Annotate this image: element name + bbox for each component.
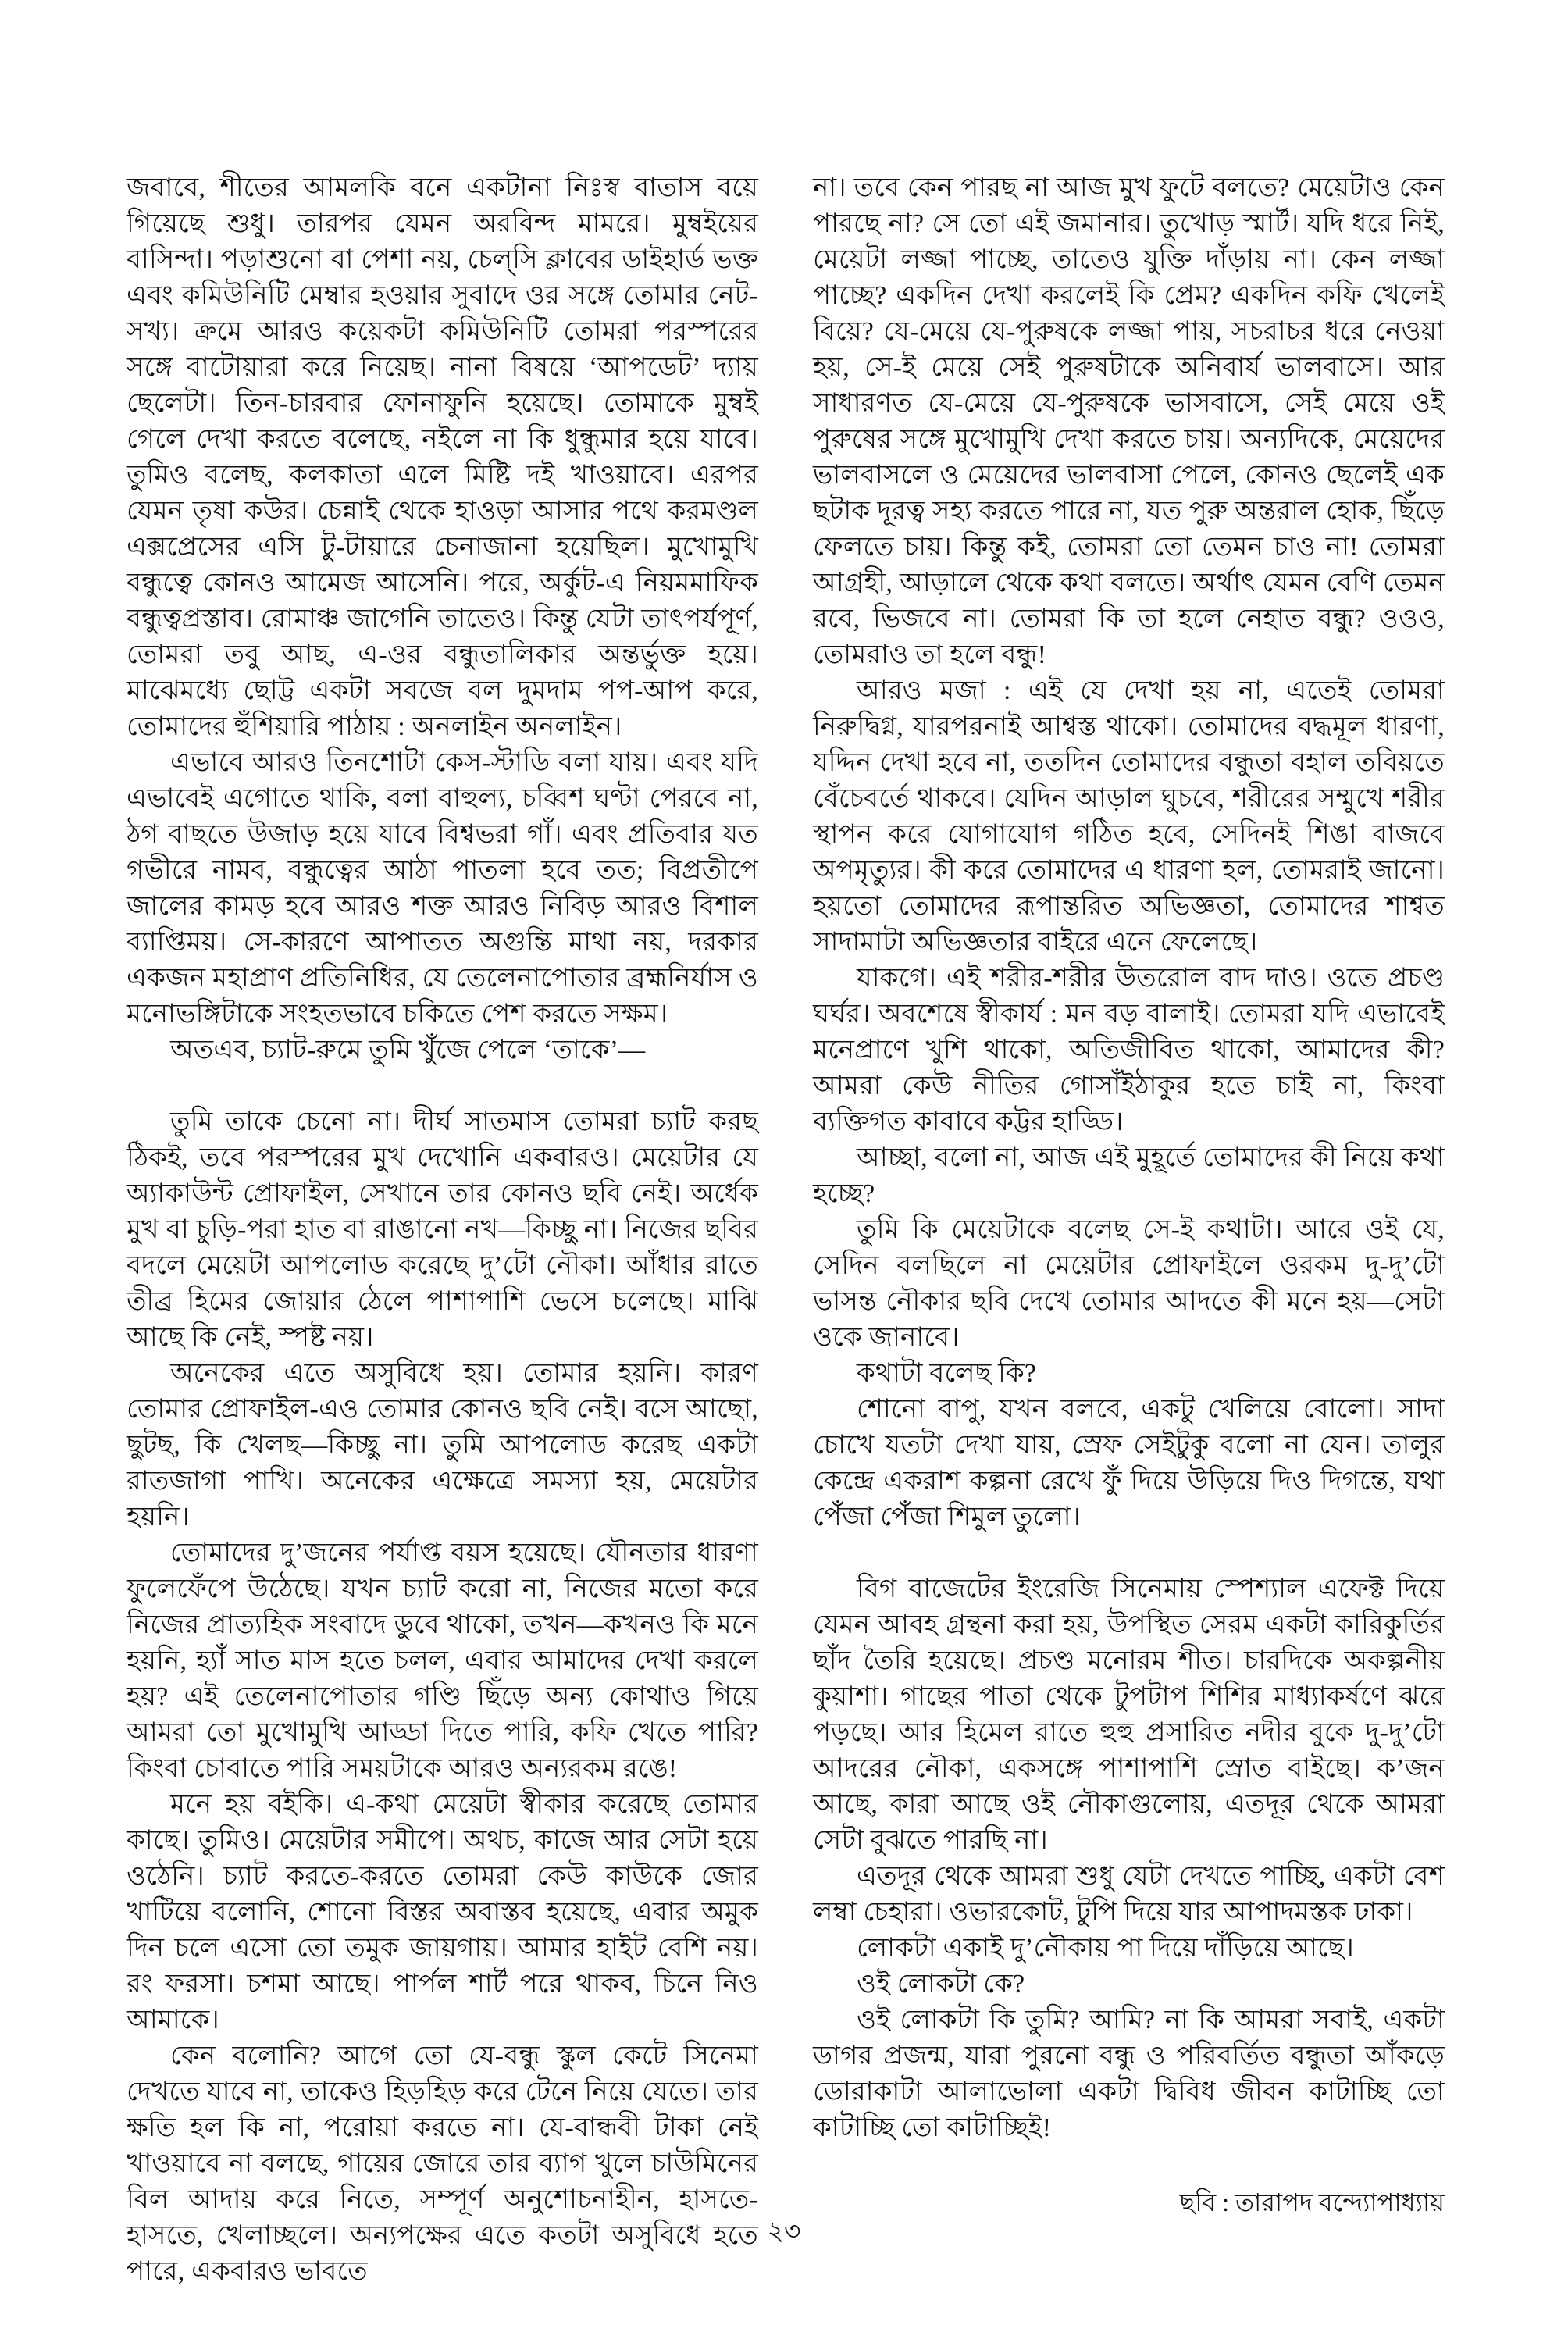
paragraph: ওই লোকটা কি তুমি? আমি? না কি আমরা সবাই, একটা ডাগর প্রজন্ম, যারা পুরনো বন্ধু ও পরিবর্তিত বন্ধুতা আঁকড়ে ডোরাকাটা আলাভোলা একটা দ্বিবিধ জীবন কাটাচ্ছি তো কাটাচ্ছি তো কাটাচ্ছিই! bbox=[813, 2006, 1445, 2142]
paragraph: বিগ বাজেটের ইংরেজি সিনেমায় স্পেশ্যাল এফেক্ট দিয়ে যেমন আবহ গ্রন্থনা করা হয়, উপস্থিত সেরম একটা কারিকুর্তির ছাঁদ তৈরি হয়েছে। প্রচণ্ড মনোরম শীত। চারদিকে অকল্পনীয় কুয়াশা। গাছের পাতা থেকে টুপটাপ শিশির মাধ্যাকর্ষণে ঝরে পড়ছে। আর হিমেল রাতে হুহু প্রসারিত নদীর বুকে দু-দু’টো আদরের নৌকা, একসঙ্গে পাশাপাশি স্রোত বাইছে। ক’জন আছে, কারা আছে ওই নৌকাগুলোয়, এতদূর থেকে আমরা সেটা বুঝতে পারছি না। bbox=[813, 1574, 1445, 1855]
paragraph: আচ্ছা, বলো না, আজ এই মুহূর্তে তোমাদের কী নিয়ে কথা হচ্ছে? bbox=[813, 1143, 1445, 1208]
paragraph: অতএব, চ্যাট-রুমে তুমি খুঁজে পেলে ‘তাকে’— bbox=[170, 1036, 646, 1064]
paragraph: লোকটা একাই দু’নৌকায় পা দিয়ে দাঁড়িয়ে আছে। bbox=[857, 1934, 1354, 1963]
paragraph: জবাবে, শীতের আমলকি বনে একটানা নিঃস্ব বাতাস বয়ে গিয়েছে শুধু। তারপর যেমন অরবিন্দ মামরে। মুম্বইয়ের বাসিন্দা। পড়াশুনো বা পেশা নয়, চেল্‌সি ক্লাবের ডাইহার্ড ভক্ত এবং কমিউনিটি মেম্বার হওয়ার সুবাদে ওর সঙ্গে তোমার নেট-সখ্য। ক্রমে আরও কয়েকটা কমিউনিটি তোমরা পরস্পরের সঙ্গে বাটোয়ারা করে নিয়েছ। নানা বিষয়ে ‘আপডেট’ দ্যায় ছেলেটা। তিন-চারবার ফোনাফুনি হয়েছে। তোমাকে মুম্বই গেলে দেখা করতে বলেছে, নইলে না কি ধুন্ধুমার হয়ে যাবে। তুমিও বলেছ, কলকাতা এলে মিষ্টি দই খাওয়াবে। এরপর যেমন তৃষা কউর। চেন্নাই থেকে হাওড়া আসার পথে করমণ্ডল এক্সপ্রেসের এসি টু-টায়ারে চেনাজানা হয়েছিল। মুখোমুখি বন্ধুত্বে কোনও আমেজ আসেনি। পরে, অর্কুট-এ নিয়মমাফিক বন্ধুত্বপ্রস্তাব। রোমাঞ্চ জাগেনি তাতেও। কিন্তু যেটা তাৎপর্যপূর্ণ, তোমরা তবু আছ, এ-ওর বন্ধুতালিকার অন্তর্ভুক্ত হয়ে। মাঝেমধ্যে ছোট্ট একটা সবজে বল দুমদাম পপ-আপ করে, তোমাদের হুঁশিয়ারি পাঠায় : অনলাইন অনলাইন। bbox=[127, 173, 758, 741]
paragraph: এভাবে আরও তিনশোটা কেস-স্টাডি বলা যায়। এবং যদি এভাবেই এগোতে থাকি, বলা বাহুল্য, চব্বিশ ঘণ্টা পেরবে না, ঠগ বাছতে উজাড় হয়ে যাবে বিশ্বভরা গাঁ। এবং প্রতিবার যত গভীরে নামব, বন্ধুত্বের আঠা পাতলা হবে তত; বিপ্রতীপে জালের কামড় হবে আরও শক্ত আরও নিবিড় আরও বিশাল ব্যাপ্তিময়। সে-কারণে আপাতত অগুন্তি মাথা নয়, দরকার একজন মহাপ্রাণ প্রতিনিধির, যে তেলেনাপোতার ব্রহ্মনির্যাস ও মনোভঙ্গিটাকে সংহতভাবে চকিতে পেশ করতে সক্ষম। bbox=[127, 748, 758, 1029]
paragraph: কথাটা বলেছ কি? bbox=[857, 1359, 1037, 1388]
paragraph: কেন বলোনি? আগে তো যে-বন্ধু স্কুল কেটে সিনেমা দেখতে যাবে না, তাকেও হিড়হিড় করে টেনে নিয়ে যেতে। তার ক্ষতি হল কি না, পরোয়া করতে না। যে-বান্ধবী টাকা নেই খাওয়াবে না বলছে, গায়ের জোরে তার ব্যাগ খুলে চাউমিনের বিল আদায় করে নিতে, সম্পূর্ণ অনুশোচনাহীন, হাসতে-হাসতে, খেলাচ্ছলে। অন্যপক্ষের এতে কতটা অসুবিধে হতে পারে, একবারও ভাবতে bbox=[127, 2042, 758, 2286]
paragraph: না। তবে কেন পারছ না আজ মুখ ফুটে বলতে? মেয়েটাও কেন পারছে না? সে তো এই জমানার। তুখোড় স্মার্ট। যদি ধরে নিই, মেয়েটা লজ্জা পাচ্ছে, তাতেও যুক্তি দাঁড়ায় না। কেন লজ্জা পাচ্ছে? একদিন দেখা করলেই কি প্রেম? একদিন কফি খেলেই বিয়ে? যে-মেয়ে যে-পুরুষকে লজ্জা পায়, সচরাচর ধরে নেওয়া হয়, সে-ই মেয়ে সেই পুরুষটাকে অনিবার্য ভালবাসে। আর সাধারণত যে-মেয়ে যে-পুরুষকে ভাসবাসে, সেই মেয়ে ওই পুরুষের সঙ্গে মুখোমুখি দেখা করতে চায়। অন্যদিকে, মেয়েদের ভালবাসলে ও মেয়েদের ভালবাসা পেলে, কোনও ছেলেই এক ছটাক দূরত্ব সহ্য করতে পারে না, যত পুরু অন্তরাল হোক, ছিঁড়ে ফেলতে চায়। কিন্তু কই, তোমরা তো তেমন চাও না! তোমরা আগ্রহী, আড়ালে থেকে কথা বলতে। অর্থাৎ যেমন বেণি তেমন রবে, ভিজবে না। তোমরা কি তা হলে নেহাত বন্ধু? ওওও, তোমরাও তা হলে বন্ধু! bbox=[813, 173, 1445, 669]
paragraph: আরও মজা : এই যে দেখা হয় না, এতেই তোমরা নিরুদ্বিগ্ন, যারপরনাই আশ্বস্ত থাকো। তোমাদের বদ্ধমূল ধারণা, যদ্দিন দেখা হবে না, ততদিন তোমাদের বন্ধুতা বহাল তবিয়তে বেঁচেবর্তে থাকবে। যেদিন আড়াল ঘুচবে, শরীরের সম্মুখে শরীর স্থাপন করে যোগাযোগ গঠিত হবে, সেদিনই শিঙা বাজবে অপমৃত্যুর। কী করে তোমাদের এ ধারণা হল, তোমরাই জানো। হয়তো তোমাদের রূপান্তরিত অভিজ্ঞতা, তোমাদের শাশ্বত সাদামাটা অভিজ্ঞতার বাইরে এনে ফেলেছে। bbox=[813, 676, 1445, 957]
paragraph: মনে হয় বইকি। এ-কথা মেয়েটা স্বীকার করেছে তোমার কাছে। তুমিও। মেয়েটার সমীপে। অথচ, কাজে আর সেটা হয়ে ওঠেনি। চ্যাট করতে-করতে তোমরা কেউ কাউকে জোর খাটিয়ে বলোনি, শোনো বিস্তর অবাস্তব হয়েছে, এবার অমুক দিন চলে এসো তো তমুক জায়গায়। আমার হাইট বেশি নয়। রং ফরসা। চশমা আছে। পার্পল শার্ট পরে থাকব, চিনে নিও আমাকে। bbox=[127, 1790, 758, 2034]
left-text-column bbox=[127, 170, 758, 2290]
paragraph: তোমাদের দু’জনের পর্যাপ্ত বয়স হয়েছে। যৌনতার ধারণা ফুলেফেঁপে উঠেছে। যখন চ্যাট করো না, নিজের মতো করে নিজের প্রাত্যহিক সংবাদে ডুবে থাকো, তখন—কখনও কি মনে হয়নি, হ্যাঁ সাত মাস হতে চলল, এবার আমাদের দেখা করলে হয়? এই তেলেনাপোতার গণ্ডি ছিঁড়ে অন্য কোথাও গিয়ে আমরা তো মুখোমুখি আড্ডা দিতে পারি, কফি খেতে পারি? কিংবা চোবাতে পারি সময়টাকে আরও অন্যরকম রঙে! bbox=[127, 1539, 758, 1783]
paragraph: শোনো বাপু, যখন বলবে, একটু খেলিয়ে বোলো। সাদা চোখে যতটা দেখা যায়, স্রেফ সেইটুকু বলো না যেন। তালুর কেন্দ্রে একরাশ কল্পনা রেখে ফুঁ দিয়ে উড়িয়ে দিও দিগন্তে, যথা পেঁজা পেঁজা শিমুল তুলো। bbox=[813, 1395, 1445, 1532]
paragraph: তুমি তাকে চেনো না। দীর্ঘ সাতমাস তোমরা চ্যাট করছ ঠিকই, তবে পরস্পরের মুখ দেখোনি একবারও। মেয়েটার যে অ্যাকাউন্ট প্রোফাইল, সেখানে তার কোনও ছবি নেই। অর্ধেক মুখ বা চুড়ি-পরা হাত বা রাঙানো নখ—কিচ্ছু না। নিজের ছবির বদলে মেয়েটা আপলোড করেছে দু’টো নৌকা। আঁধার রাতে তীব্র হিমের জোয়ার ঠেলে পাশাপাশি ভেসে চলেছে। মাঝি আছে কি নেই, স্পষ্ট নয়। bbox=[127, 1107, 758, 1352]
paragraph: এতদূর থেকে আমরা শুধু যেটা দেখতে পাচ্ছি, একটা বেশ লম্বা চেহারা। ওভারকোট, টুপি দিয়ে যার আপাদমস্তক ঢাকা। bbox=[813, 1862, 1445, 1927]
paragraph: যাকগে। এই শরীর-শরীর উতরোল বাদ দাও। ওতে প্রচণ্ড ঘর্ঘর। অবশেষে স্বীকার্য : মন বড় বালাই। তোমরা যদি এভাবেই মনেপ্রাণে খুশি থাকো, অতিজীবিত থাকো, আমাদের কী? আমরা কেউ নীতির গোসাঁইঠাকুর হতে চাই না, কিংবা ব্যক্তিগত কাবাবে কট্টর হাড্ডি। bbox=[813, 964, 1445, 1136]
text-columns bbox=[127, 170, 1445, 2290]
paragraph: ওই লোকটা কে? bbox=[857, 1970, 1025, 1999]
photo-credit: ছবি : তারাপদ বন্দ্যোপাধ্যায় bbox=[1179, 2188, 1445, 2216]
paragraph: তুমি কি মেয়েটাকে বলেছ সে-ই কথাটা। আরে ওই যে, সেদিন বলছিলে না মেয়েটার প্রোফাইলে ওরকম দু-দু’টো ভাসন্ত নৌকার ছবি দেখে তোমার আদতে কী মনে হয়—সেটা ওকে জানাবে। bbox=[813, 1215, 1445, 1352]
right-text-column bbox=[813, 170, 1445, 2290]
paragraph: অনেকের এতে অসুবিধে হয়। তোমার হয়নি। কারণ তোমার প্রোফাইল-এও তোমার কোনও ছবি নেই। বসে আছো, ছুটছ, কি খেলছ—কিচ্ছু না। তুমি আপলোড করেছ একটা রাতজাগা পাখি। অনেকের এক্ষেত্রে সমস্যা হয়, মেয়েটার হয়নি। bbox=[127, 1359, 758, 1532]
page-number: ২৩ bbox=[767, 2218, 801, 2246]
